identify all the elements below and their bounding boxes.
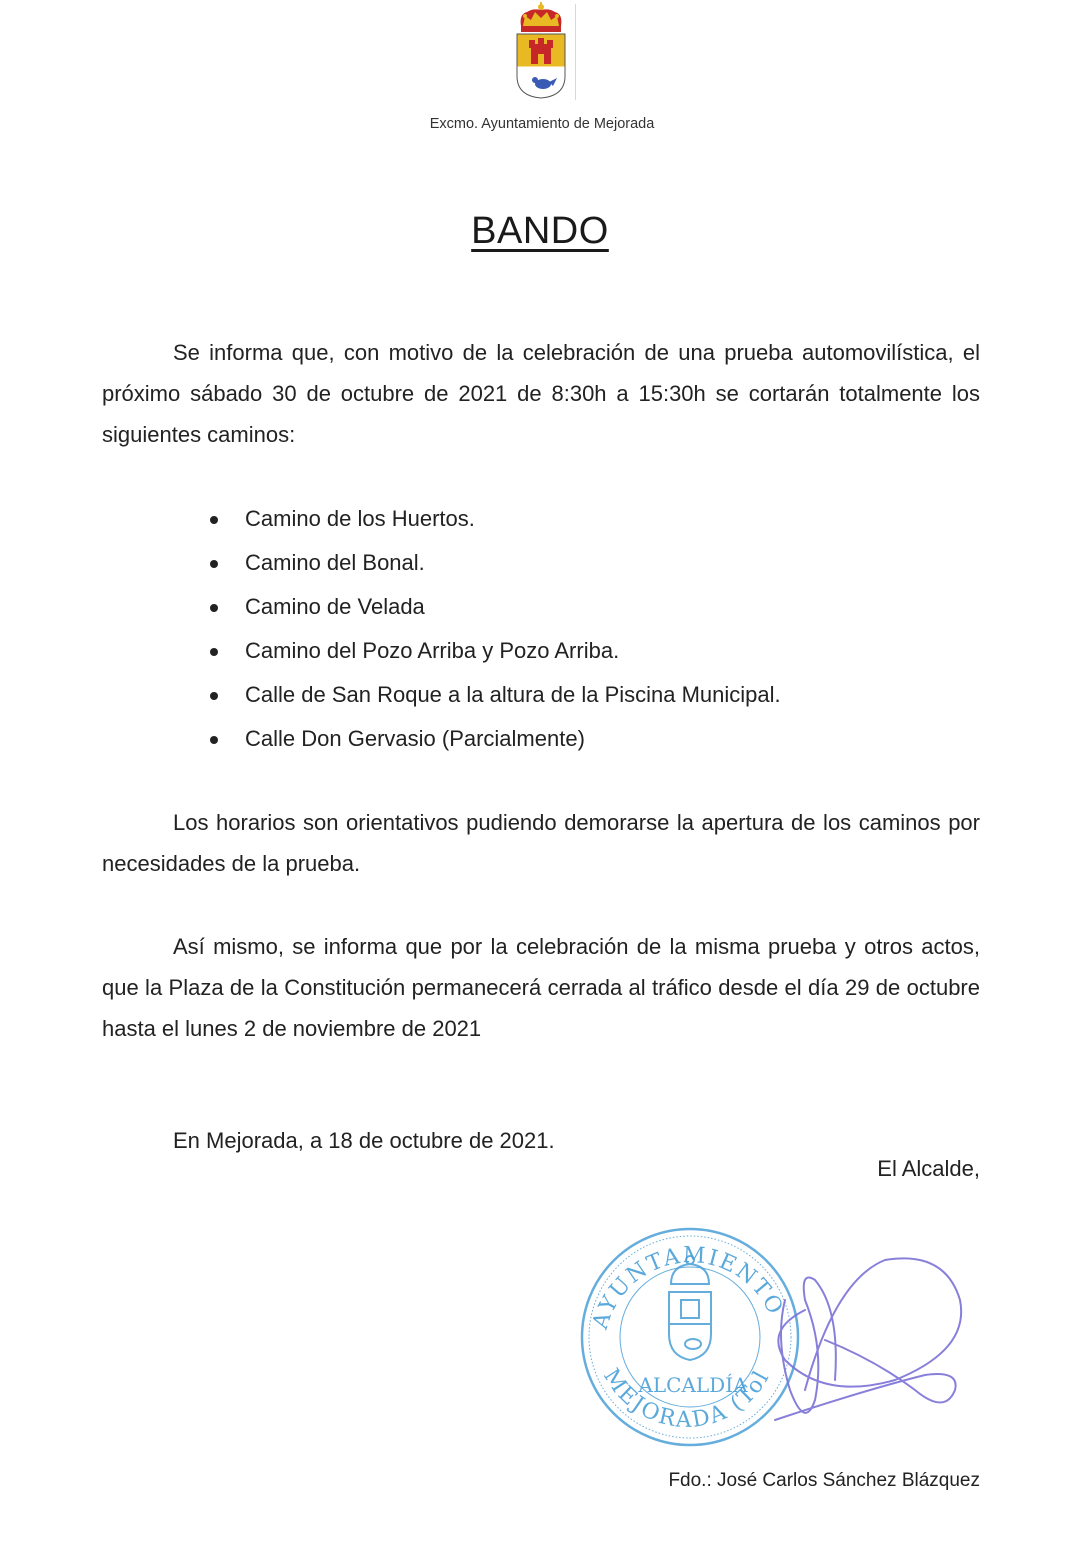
road-name: Camino del Pozo Arriba y Pozo Arriba. [245, 638, 620, 663]
announcement-paragraph: Se informa que, con motivo de la celebración de una prueba automovilística, el próximo sábado 30 de octubre de 2021 de 8:30h a 15:30h se cortarán totalmente los siguientes caminos: [102, 340, 980, 447]
schedule-note-paragraph: Los horarios son orientativos pudiendo demorarse la apertura de los caminos por necesidades de la prueba. [102, 810, 980, 876]
plaza-closure-paragraph: Así mismo, se informa que por la celebración de la misma prueba y otros actos, que la Plaza de la Constitución permanecerá cerrada al tráfico desde el día 29 de octubre hasta el lunes 2 de noviembre de 2021 [102, 934, 980, 1041]
institution-name: Excmo. Ayuntamiento de Mejorada [429, 116, 655, 132]
bullet-icon [210, 692, 218, 700]
bullet-icon [210, 736, 218, 744]
signer-title: El Alcalde, [877, 1156, 980, 1181]
list-item [200, 718, 781, 762]
list-item [200, 542, 781, 586]
bullet-icon [210, 560, 218, 568]
signed-by: Fdo.: José Carlos Sánchez Blázquez [668, 1470, 980, 1491]
header-divider [575, 4, 576, 100]
bullet-icon [210, 648, 218, 656]
stamp-crest-icon [669, 1256, 711, 1360]
road-name: Camino de los Huertos. [245, 506, 475, 531]
bullet-icon [210, 604, 218, 612]
stamp-top-text: AYUNTAMIENTO [588, 1242, 789, 1333]
stamp-center-text: ALCALDÍA [638, 1373, 748, 1397]
place-and-date: En Mejorada, a 18 de octubre de 2021. [173, 1128, 555, 1153]
crown-icon [521, 2, 562, 32]
road-name: Camino del Bonal. [245, 550, 425, 575]
road-name: Calle Don Gervasio (Parcialmente) [245, 726, 585, 751]
document-title-text: BANDO [471, 210, 609, 252]
road-name: Calle de San Roque a la altura de la Piscina Municipal. [245, 682, 781, 707]
list-item [200, 630, 781, 674]
list-item [200, 498, 781, 542]
road-name: Camino de Velada [245, 594, 425, 619]
stamp-bottom-text: MEJORADA (Tol [598, 1364, 776, 1433]
closed-roads-list [200, 498, 781, 762]
document-title [0, 210, 1080, 253]
list-item [200, 674, 781, 718]
coat-of-arms-icon [505, 2, 577, 102]
list-item [200, 586, 781, 630]
handwritten-signature [745, 1240, 975, 1440]
bullet-icon [210, 516, 218, 524]
